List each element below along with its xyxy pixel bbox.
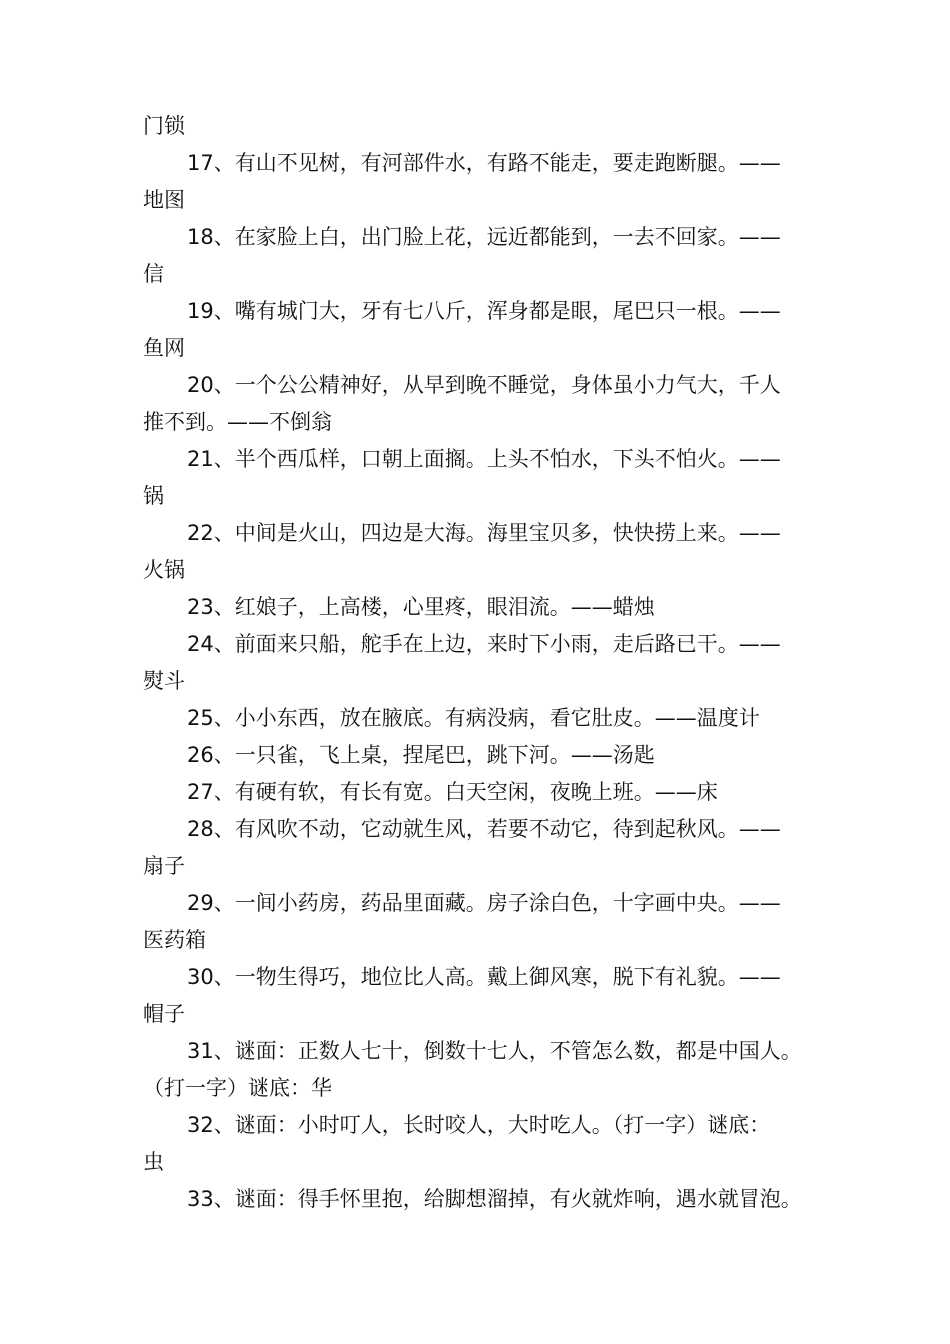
text-line: 21、半个西瓜样，口朝上面搁。上头不怕水，下头不怕火。——: [187, 447, 781, 471]
riddle-paragraph: [143, 885, 823, 959]
text-line: 29、一间小药房，药品里面藏。房子涂白色，十字画中央。——: [187, 891, 781, 915]
text-line: 锅: [143, 484, 164, 508]
riddle-paragraph: [143, 108, 823, 145]
riddle-paragraph: [143, 367, 823, 441]
riddle-paragraph: [143, 774, 823, 811]
riddle-paragraph: [143, 1107, 823, 1181]
text-line: 信: [143, 262, 164, 286]
text-line: 25、小小东西，放在腋底。有病没病，看它肚皮。——温度计: [187, 706, 760, 730]
text-line: 27、有硬有软，有长有宽。白天空闲，夜晚上班。——床: [187, 780, 718, 804]
text-line: （打一字）谜底：华: [143, 1076, 332, 1100]
document-body: [143, 108, 823, 1218]
text-line: 地图: [143, 188, 185, 212]
text-line: 门锁: [143, 114, 185, 138]
riddle-paragraph: [143, 737, 823, 774]
riddle-paragraph: [143, 219, 823, 293]
text-line: 26、一只雀，飞上桌，捏尾巴，跳下河。——汤匙: [187, 743, 655, 767]
riddle-paragraph: [143, 441, 823, 515]
text-line: 17、有山不见树，有河部件水，有路不能走，要走跑断腿。——: [187, 151, 781, 175]
text-line: 熨斗: [143, 669, 185, 693]
text-line: 虫: [143, 1150, 164, 1174]
text-line: 33、谜面：得手怀里抱，给脚想溜掉，有火就炸响，遇水就冒泡。: [187, 1187, 802, 1211]
riddle-paragraph: [143, 626, 823, 700]
text-line: 22、中间是火山，四边是大海。海里宝贝多，快快捞上来。——: [187, 521, 781, 545]
text-line: 推不到。——不倒翁: [143, 410, 332, 434]
riddle-paragraph: [143, 811, 823, 885]
text-line: 24、前面来只船，舵手在上边，来时下小雨，走后路已干。——: [187, 632, 781, 656]
riddle-paragraph: [143, 589, 823, 626]
riddle-paragraph: [143, 1033, 823, 1107]
riddle-paragraph: [143, 959, 823, 1033]
text-line: 火锅: [143, 558, 185, 582]
text-line: 扇子: [143, 854, 185, 878]
text-line: 帽子: [143, 1002, 185, 1026]
text-line: 30、一物生得巧，地位比人高。戴上御风寒，脱下有礼貌。——: [187, 965, 781, 989]
text-line: 20、一个公公精神好，从早到晚不睡觉，身体虽小力气大，千人: [187, 373, 781, 397]
text-line: 32、谜面：小时叮人，长时咬人，大时吃人。（打一字）谜底：: [187, 1113, 771, 1137]
riddle-paragraph: [143, 293, 823, 367]
text-line: 医药箱: [143, 928, 206, 952]
text-line: 28、有风吹不动，它动就生风，若要不动它，待到起秋风。——: [187, 817, 781, 841]
text-line: 31、谜面：正数人七十，倒数十七人，不管怎么数，都是中国人。: [187, 1039, 802, 1063]
text-line: 23、红娘子，上高楼，心里疼，眼泪流。——蜡烛: [187, 595, 655, 619]
text-line: 鱼网: [143, 336, 185, 360]
riddle-paragraph: [143, 515, 823, 589]
riddle-paragraph: [143, 145, 823, 219]
riddle-paragraph: [143, 700, 823, 737]
text-line: 18、在家脸上白，出门脸上花，远近都能到，一去不回家。——: [187, 225, 781, 249]
riddle-paragraph: [143, 1181, 823, 1218]
text-line: 19、嘴有城门大，牙有七八斤，浑身都是眼，尾巴只一根。——: [187, 299, 781, 323]
